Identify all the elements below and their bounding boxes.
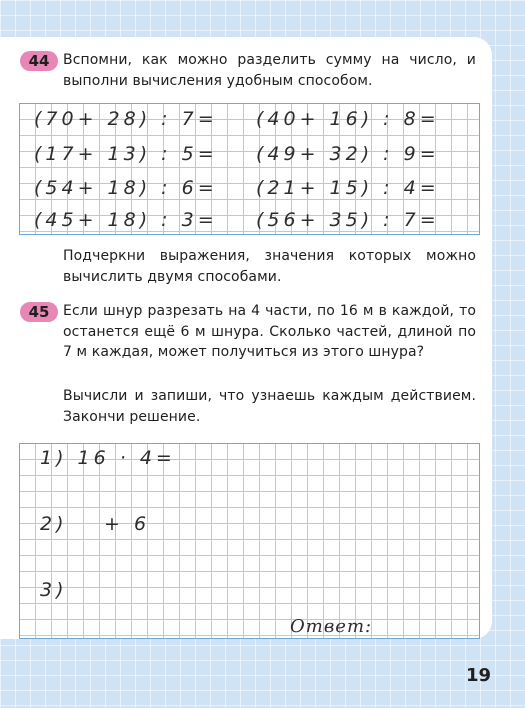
solution-grid	[19, 443, 480, 639]
solution-step: 2)	[40, 513, 68, 535]
solution-step: + 6	[104, 513, 151, 535]
solution-step: 1) 16 · 4=	[40, 447, 176, 469]
expression: (21+ 15) : 4=	[256, 177, 440, 199]
expression: (17+ 13) : 5=	[34, 143, 218, 165]
task-44-prompt: Вспомни, как можно разделить сумму на число, и выполни вычисления удобным способом.	[63, 52, 476, 89]
expression: (54+ 18) : 6=	[34, 177, 218, 199]
task-45-instruction: Вычисли и запиши, что узнаешь каждым действием. Закончи решение.	[63, 388, 476, 425]
solution-step: 3)	[40, 579, 68, 601]
task-number-badge: 45	[20, 302, 58, 322]
answer-label: Ответ:	[290, 616, 373, 637]
page-number: 19	[466, 665, 492, 686]
expression: (70+ 28) : 7=	[34, 108, 218, 130]
task-45-prompt: Если шнур разрезать на 4 части, по 16 м в каждой, то останется ещё 6 м шнура. Сколько частей, длиной по 7 м каждая, может получиться из этого шнура?	[63, 303, 476, 360]
expression: (45+ 18) : 3=	[34, 209, 218, 231]
task-44-instruction: Подчеркни выражения, значения которых можно вычислить двумя способами.	[63, 248, 476, 285]
task-number-badge: 44	[20, 51, 58, 71]
expression: (56+ 35) : 7=	[256, 209, 440, 231]
expression: (49+ 32) : 9=	[256, 143, 440, 165]
task-44-grid	[19, 103, 480, 235]
expression: (40+ 16) : 8=	[256, 108, 440, 130]
